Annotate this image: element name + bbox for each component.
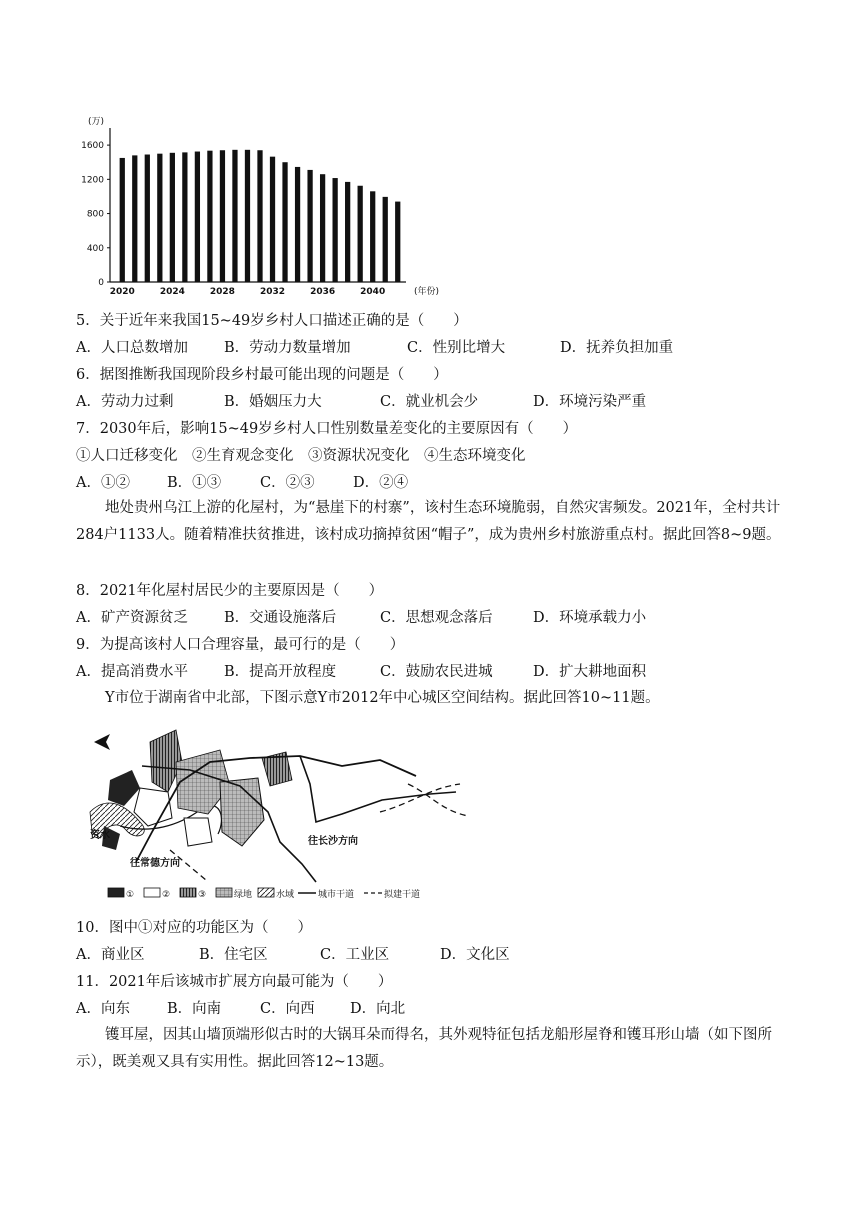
q8-option-d[interactable]: D．环境承载力小	[533, 610, 647, 626]
x-tick-label: 2024	[159, 287, 185, 297]
bar-11	[257, 150, 262, 282]
question-11-stem: 11．2021年后该城市扩展方向最可能为（ ）	[76, 974, 393, 990]
q7-option-b[interactable]: B．①③	[167, 475, 222, 491]
bar-0	[120, 158, 125, 282]
bar-8	[220, 150, 225, 282]
q8-option-b[interactable]: B．交通设施落后	[224, 610, 337, 626]
q11-option-d[interactable]: D．向北	[350, 1001, 406, 1017]
y-unit-label: (万)	[88, 117, 105, 127]
q10-option-d[interactable]: D．文化区	[440, 947, 510, 963]
q6-option-a[interactable]: A．劳动力过剩	[76, 394, 174, 410]
bar-22	[395, 202, 400, 282]
x-tick-label: 2040	[360, 287, 386, 297]
q8-option-c[interactable]: C．思想观念落后	[380, 610, 493, 626]
bar-4	[170, 153, 175, 282]
bar-21	[383, 197, 388, 282]
bar-5	[182, 152, 187, 282]
q7-option-c[interactable]: C．②③	[260, 475, 315, 491]
bar-3	[157, 154, 162, 282]
q5-option-c[interactable]: C．性别比增大	[407, 340, 506, 356]
q9-option-c[interactable]: C．鼓励农民进城	[380, 664, 493, 680]
y-tick-label: 1200	[81, 175, 104, 186]
q5-option-d[interactable]: D．抚养负担加重	[560, 340, 674, 356]
question-8-stem: 8．2021年化屋村居民少的主要原因是（ ）	[76, 583, 384, 599]
bar-1	[132, 155, 137, 282]
x-tick-label: 2032	[259, 287, 286, 297]
city-arterial-road-3	[300, 756, 456, 822]
q9-option-b[interactable]: B．提高开放程度	[224, 664, 337, 680]
q8-option-a[interactable]: A．矿产资源贫乏	[76, 610, 188, 626]
x-unit-label: (年份)	[414, 287, 440, 297]
bar-12	[270, 157, 275, 282]
y-tick-label: 1600	[81, 141, 104, 152]
question-6-stem: 6．据图推断我国现阶段乡村最可能出现的问题是（ ）	[76, 367, 448, 383]
q10-option-c[interactable]: C．工业区	[320, 947, 390, 963]
y-tick-label: 800	[86, 209, 104, 220]
map-label-water: 资水	[90, 830, 110, 841]
legend-label-3: ③	[198, 890, 207, 900]
question-5-stem: 5．关于近年来我国15~49岁乡村人口描述正确的是（ ）	[76, 313, 468, 329]
passage-10-11: Y市位于湖南省中北部，下图示意Y市2012年中心城区空间结构。据此回答10~11题。	[105, 690, 660, 706]
bar-18	[345, 182, 350, 282]
zone-2-east-area	[184, 818, 212, 846]
question-7-stem: 7．2030年后，影响15~49岁乡村人口性别数量差变化的主要原因有（ ）	[76, 421, 578, 437]
population-bar-chart	[70, 108, 450, 300]
question-9-stem: 9．为提高该村人口合理容量，最可行的是（ ）	[76, 637, 405, 653]
bar-9	[232, 150, 237, 282]
map-legend	[108, 888, 420, 900]
bar-19	[358, 186, 363, 282]
legend-label-water: 水域	[276, 890, 295, 900]
q11-option-b[interactable]: B．向南	[167, 1001, 222, 1017]
bar-7	[207, 151, 212, 282]
q7-option-a[interactable]: A．①②	[76, 475, 130, 491]
q10-option-a[interactable]: A．商业区	[76, 947, 145, 963]
bar-20	[370, 191, 375, 282]
q5-option-b[interactable]: B．劳动力数量增加	[224, 340, 351, 356]
y-tick-label: 400	[86, 243, 104, 254]
bar-17	[333, 178, 338, 282]
question-10-stem: 10．图中①对应的功能区为（ ）	[76, 920, 312, 936]
bar-15	[307, 170, 312, 282]
map-label-changsha: 往长沙方向	[308, 836, 358, 847]
q9-option-d[interactable]: D．扩大耕地面积	[533, 664, 647, 680]
legend-label-planned: 拟建干道	[384, 890, 421, 900]
q9-option-a[interactable]: A．提高消费水平	[76, 664, 188, 680]
q6-option-d[interactable]: D．环境污染严重	[533, 394, 647, 410]
x-tick-label: 2028	[209, 287, 235, 297]
city-structure-map	[80, 722, 472, 904]
q11-option-c[interactable]: C．向西	[260, 1001, 315, 1017]
legend-label-1: ①	[126, 890, 135, 900]
q11-option-a[interactable]: A．向东	[76, 1001, 130, 1017]
bar-6	[195, 152, 200, 282]
question-7-items: ①人口迁移变化 ②生育观念变化 ③资源状况变化 ④生态环境变化	[76, 448, 526, 464]
y-tick-label: 0	[98, 278, 104, 288]
bar-13	[282, 162, 287, 282]
map-label-changde: 往常德方向	[130, 858, 180, 869]
q10-option-b[interactable]: B．住宅区	[199, 947, 268, 963]
x-tick-label: 2020	[109, 287, 135, 297]
bar-16	[320, 174, 325, 282]
zone-1-area	[108, 770, 140, 806]
passage-12-13: 镬耳屋，因其山墙顶端形似古时的大锅耳朵而得名，其外观特征包括龙船形屋脊和镬耳形山墙（如下图所示），既美观又具有实用性。据此回答12~13题。	[76, 1027, 772, 1070]
bar-14	[295, 167, 300, 282]
bar-2	[145, 155, 150, 282]
q6-option-b[interactable]: B．婚姻压力大	[224, 394, 322, 410]
legend-label-arterial: 城市干道	[318, 890, 355, 900]
legend-label-2: ②	[162, 890, 171, 900]
legend-label-green: 绿地	[234, 890, 253, 900]
x-tick-label: 2036	[310, 287, 336, 297]
passage-8-9: 地处贵州乌江上游的化屋村，为“悬崖下的村寨”，该村生态环境脆弱，自然灾害频发。2021年，全村共计284户1133人。随着精准扶贫推进，该村成功摘掉贫困“帽子”，成为贵州乡村旅游重点村。据此回答8~9题。	[76, 500, 781, 543]
q6-option-c[interactable]: C．就业机会少	[380, 394, 479, 410]
bar-10	[245, 150, 250, 282]
q7-option-d[interactable]: D．②④	[353, 475, 409, 491]
north-arrow-icon	[94, 734, 110, 750]
q5-option-a[interactable]: A．人口总数增加	[76, 340, 188, 356]
